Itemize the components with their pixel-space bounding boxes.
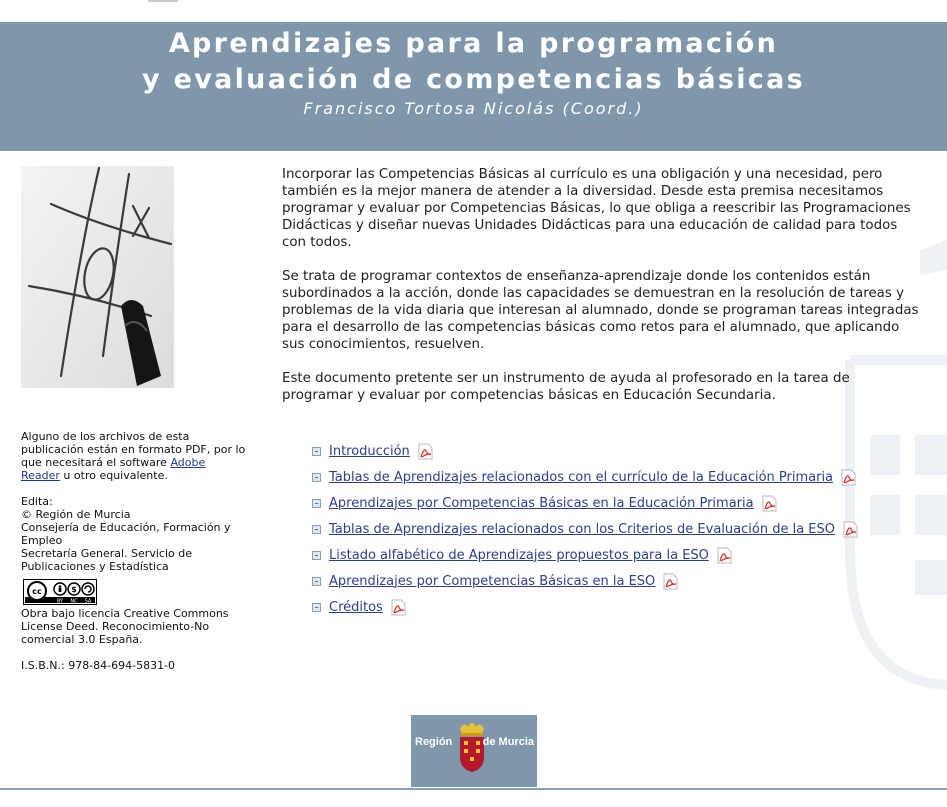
pdf-icon[interactable] xyxy=(843,521,858,538)
link-row-tablas-primaria xyxy=(312,464,872,490)
edita-secretaria: Secretaría General. Servicio de Publicaciones y Estadística xyxy=(21,547,192,573)
link-competencias-primaria[interactable]: Aprendizajes por Competencias Básicas en la Educación Primaria xyxy=(329,495,754,511)
intro-paragraph-1: Incorporar las Competencias Básicas al currículo es una obligación y una necesidad, pero también es la mejor manera de atender a la diversidad. Desde esta premisa necesitamos programar y evaluar por Competencias Básicas, lo que obliga a reescribir las Programaciones Didácticas y diseñar nuevas Unidades Didácticas para una educación de calidad para todos con todos. xyxy=(282,167,911,250)
bullet-icon xyxy=(312,499,321,508)
link-competencias-eso[interactable]: Aprendizajes por Competencias Básicas en la ESO xyxy=(329,573,656,589)
link-creditos[interactable]: Créditos xyxy=(329,599,383,615)
document-links xyxy=(312,438,872,620)
link-row-tablas-eso xyxy=(312,516,872,542)
link-row-listado-eso xyxy=(312,542,872,568)
link-row-competencias-primaria xyxy=(312,490,872,516)
top-strip xyxy=(0,0,947,22)
bullet-icon xyxy=(312,551,321,560)
page-title-line2: y evaluación de competencias básicas xyxy=(142,64,805,95)
bullet-icon xyxy=(312,473,321,482)
cc-by-text: BY xyxy=(56,598,64,605)
pdf-icon[interactable] xyxy=(717,547,732,564)
license-text: Obra bajo licencia Creative Commons License Deed. Reconocimiento-No comercial 3.0 España. xyxy=(21,607,229,646)
cc-sa-text: SA xyxy=(84,598,92,605)
pdf-icon[interactable] xyxy=(418,443,433,460)
top-tick xyxy=(148,0,178,2)
pdf-icon[interactable] xyxy=(663,573,678,590)
bullet-icon xyxy=(312,525,321,534)
pdf-icon[interactable] xyxy=(391,599,406,616)
edita-consejeria: Consejería de Educación, Formación y Empleo xyxy=(21,521,231,547)
page-title-line1: Aprendizajes para la programación xyxy=(168,28,779,59)
link-row-creditos xyxy=(312,594,872,620)
page-header xyxy=(0,22,947,151)
region-de-murcia-logo[interactable] xyxy=(411,715,537,787)
bullet-icon xyxy=(312,447,321,456)
tic-tac-toe-photo xyxy=(21,166,174,388)
bullet-icon xyxy=(312,603,321,612)
coordinator-subtitle: Francisco Tortosa Nicolás (Coord.) xyxy=(303,99,644,118)
logo-text-right: de Murcia xyxy=(482,736,534,748)
link-tablas-primaria[interactable]: Tablas de Aprendizajes relacionados con el currículo de la Educación Primaria xyxy=(329,469,834,485)
link-listado-eso[interactable]: Listado alfabético de Aprendizajes propuestos para la ESO xyxy=(329,547,709,563)
cc-text: cc xyxy=(32,587,42,596)
bottom-divider xyxy=(0,788,947,790)
link-row-introduccion xyxy=(312,438,872,464)
bullet-icon xyxy=(312,577,321,586)
intro-paragraph-3: Este documento pretente ser un instrumento de ayuda al profesorado en la tarea de programar y evaluar por competencias básicas en Educación Secundaria. xyxy=(282,371,850,403)
pdf-icon[interactable] xyxy=(762,495,777,512)
svg-text:$: $ xyxy=(71,585,77,594)
adobe-reader-link[interactable]: Adobe Reader xyxy=(21,456,206,482)
creative-commons-badge[interactable] xyxy=(23,579,97,605)
logo-text-left: Región xyxy=(415,736,453,748)
edita-label: Edita: xyxy=(21,495,53,508)
pdf-note: Alguno de los archivos de esta publicación están en formato PDF, por lo que necesitará el software Adobe Reader u otro equivalente. xyxy=(21,430,246,482)
publication-info xyxy=(21,430,246,672)
intro-text xyxy=(282,166,922,421)
cc-nc-text: NC xyxy=(70,598,78,605)
link-introduccion[interactable]: Introducción xyxy=(329,443,410,459)
pdf-icon[interactable] xyxy=(841,469,856,486)
link-tablas-eso[interactable]: Tablas de Aprendizajes relacionados con los Criterios de Evaluación de la ESO xyxy=(329,521,835,537)
intro-paragraph-2: Se trata de programar contextos de enseñanza-aprendizaje donde los contenidos están subordinados a la acción, donde las capacidades se demuestran en la resolución de tareas y problemas de la vida diaria que interesan al alumnado, donde se programan tareas integradas para el desarrollo de las competencias básicas como retos para el alumnado, que aplicando sus conocimientos, resuelven. xyxy=(282,269,919,352)
link-row-competencias-eso xyxy=(312,568,872,594)
edita-copyright: © Región de Murcia xyxy=(21,508,131,521)
isbn: I.S.B.N.: 978-84-694-5831-0 xyxy=(21,659,176,672)
